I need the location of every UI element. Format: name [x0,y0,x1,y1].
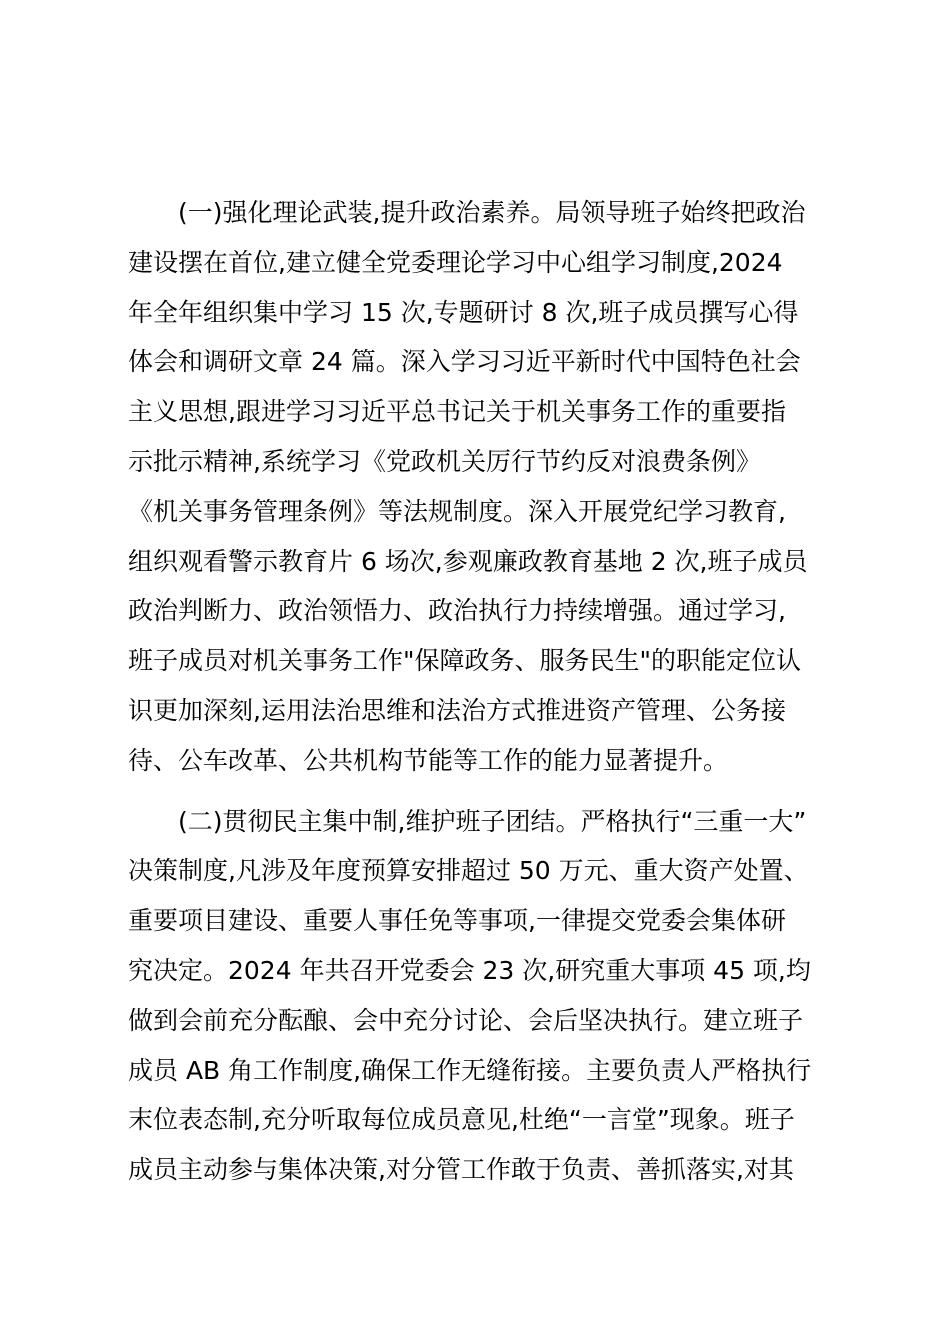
text-line: 《机关事务管理条例》等法规制度。深入开展党纪学习教育, [128,496,786,526]
paragraph-spacer [128,786,828,797]
text-line: 做到会前充分酝酿、会中充分讨论、会后坚决执行。建立班子 [128,1005,804,1035]
text-line: 成员主动参与集体决策,对分管工作敢于负责、善抓落实,对其 [128,1155,794,1185]
text-line: 年全年组织集中学习 15 次,专题研讨 8 次,班子成员撰写心得 [128,297,799,327]
text-line: 主义思想,跟进学习习近平总书记关于机关事务工作的重要指 [128,397,786,427]
text-line: 成员 AB 角工作制度,确保工作无缝衔接。主要负责人严格执行 [128,1055,812,1085]
text-line: 建设摆在首位,建立健全党委理论学习中心组学习制度,2024 [128,247,783,277]
text-line: (一)强化理论武装,提升政治素养。局领导班子始终把政治 [178,198,806,227]
text-line: 末位表态制,充分听取每位成员意见,杜绝“一言堂”现象。班子 [128,1105,795,1135]
paragraph-democratic-centralism [128,797,828,1195]
text-line: 示批示精神,系统学习《党政机关厉行节约反对浪费条例》 [128,446,761,476]
text-line: 重要项目建设、重要人事任免等事项,一律提交党委会集体研 [128,906,786,936]
text-line: (二)贯彻民主集中制,维护班子团结。严格执行“三重一大” [178,806,807,836]
paragraph-theory-study [128,188,828,786]
text-line: 识更加深刻,运用法治思维和法治方式推进资产管理、公务接 [128,695,786,725]
text-line: 班子成员对机关事务工作"保障政务、服务民生"的职能定位认 [128,646,802,676]
text-line: 决策制度,凡涉及年度预算安排超过 50 万元、重大资产处置、 [128,856,809,886]
text-line: 究决定。2024 年共召开党委会 23 次,研究重大事项 45 项,均 [128,955,811,985]
text-line: 政治判断力、政治领悟力、政治执行力持续增强。通过学习, [128,596,786,626]
text-line: 待、公车改革、公共机构节能等工作的能力显著提升。 [128,745,729,775]
document-body [128,188,828,1195]
text-line: 组织观看警示教育片 6 场次,参观廉政教育基地 2 次,班子成员 [128,546,808,576]
text-line: 体会和调研文章 24 篇。深入学习习近平新时代中国特色社会 [128,347,801,377]
